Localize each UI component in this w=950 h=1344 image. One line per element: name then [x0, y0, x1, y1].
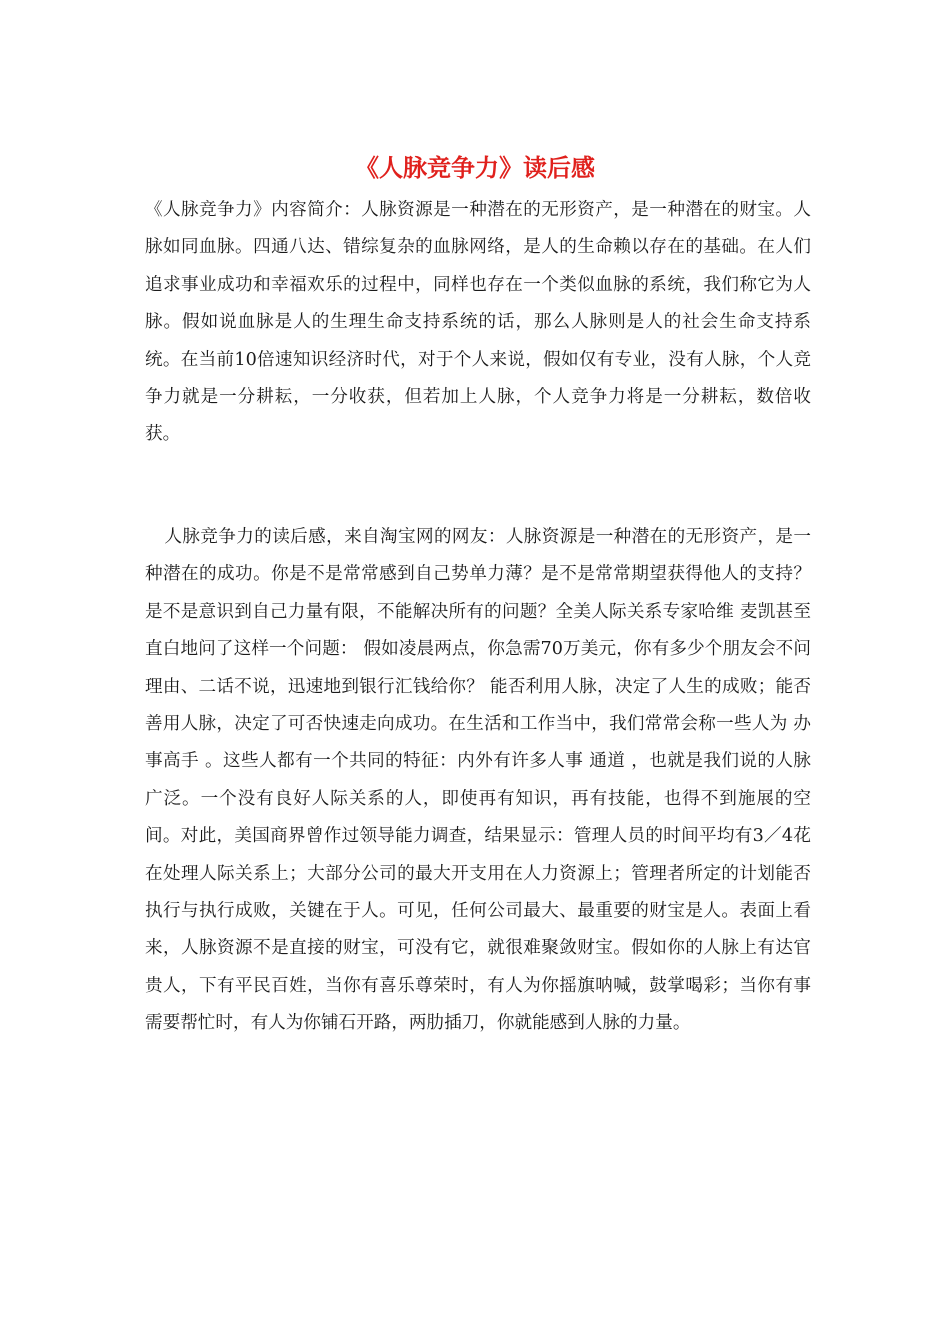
intro-paragraph: 《人脉竞争力》内容简介：人脉资源是一种潜在的无形资产，是一种潜在的财宝。人脉如同血脉。四通八达、错综复杂的血脉网络，是人的生命赖以存在的基础。在人们追求事业成功和幸福欢乐的过程中，同样也存在一个类似血脉的系统，我们称它为人脉。假如说血脉是人的生理生命支持系统的话，那么人脉则是人的社会生命支持系统。在当前10倍速知识经济时代，对于个人来说，假如仅有专业，没有人脉，个人竞争力就是一分耕耘，一分收获，但若加上人脉，个人竞争力将是一分耕耘，数倍收获。 [145, 200, 811, 445]
document-title: 《人脉竞争力》读后感 [355, 153, 595, 182]
review-paragraph: 人脉竞争力的读后感，来自淘宝网的网友：人脉资源是一种潜在的无形资产，是一种潜在的成功。你是不是常常感到自己势单力薄？是不是常常期望获得他人的支持？是不是意识到自己力量有限，不能解决所有的问题？全美人际关系专家哈维 麦凯甚至直白地问了这样一个问题： 假如凌晨两点，你急需70万美元，你有多少个朋友会不问理由、二话不说，迅速地到银行汇钱给你？ 能否利用人脉，决定了人生的成败；能否善用人脉，决定了可否快速走向成功。在生活和工作当中，我们常常会称一些人为 办事高手 。这些人都有一个共同的特征：内外有许多人事 通道 ，也就是我们说的人脉广泛。一个没有良好人际关系的人，即使再有知识，再有技能，也得不到施展的空间。对此，美国商界曾作过领导能力调查，结果显示：管理人员的时间平均有3／4花在处理人际关系上；大部分公司的最大开支用在人力资源上；管理者所定的计划能否执行与执行成败，关键在于人。可见，任何公司最大、最重要的财宝是人。表面上看来，人脉资源不是直接的财宝，可没有它，就很难聚敛财宝。假如你的人脉上有达官贵人，下有平民百姓，当你有喜乐尊荣时，有人为你摇旗呐喊，鼓掌喝彩；当你有事需要帮忙时，有人为你铺石开路，两肋插刀，你就能感到人脉的力量。 [145, 527, 811, 1034]
